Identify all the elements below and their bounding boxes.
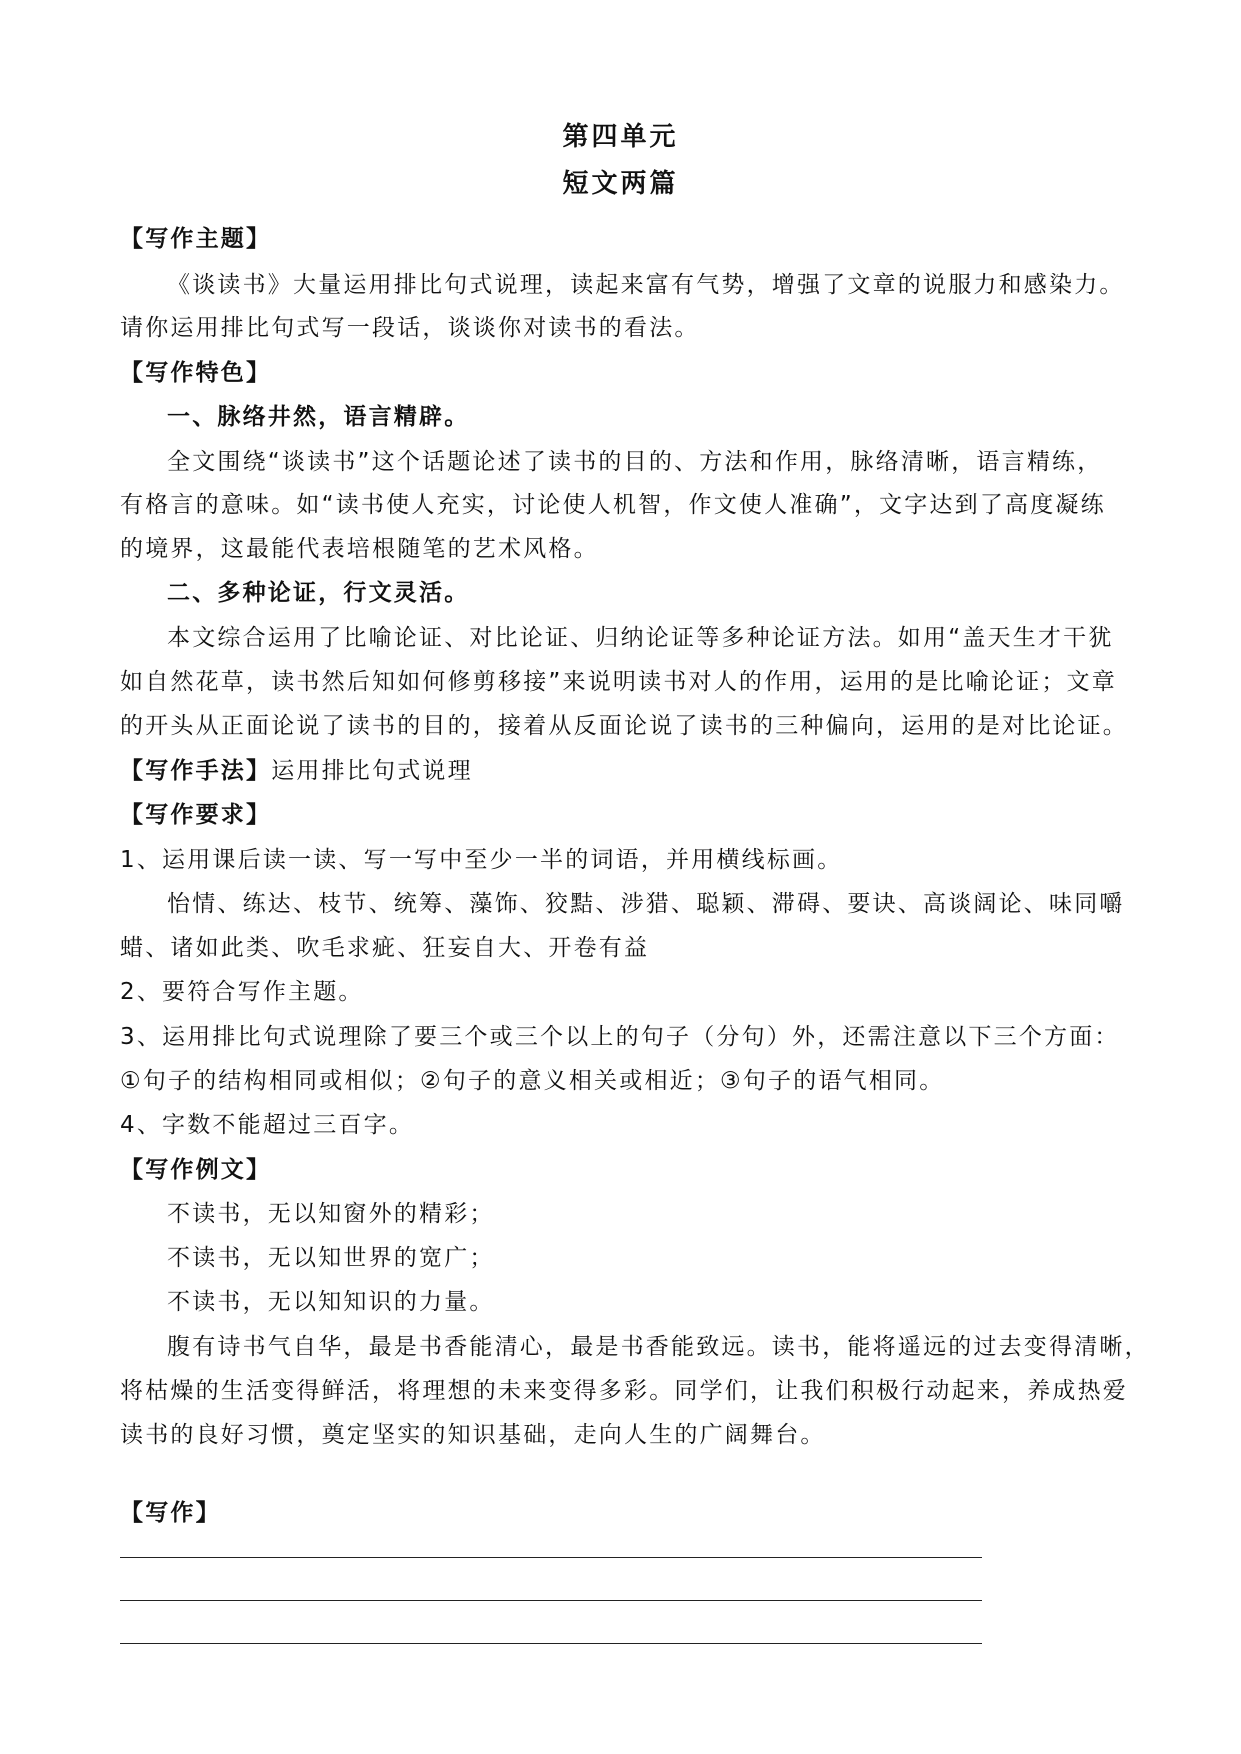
example-heading: 【写作例文】 — [120, 1157, 272, 1183]
requirement-item-1: 1、运用课后读一读、写一写中至少一半的词语，并用横线标画。 — [120, 847, 843, 873]
technique-row — [120, 756, 1130, 786]
feature-1-title: 一、脉络井然，语言精辟。 — [167, 404, 470, 430]
topic-heading: 【写作主题】 — [120, 226, 272, 252]
feature-2-title: 二、多种论证，行文灵活。 — [167, 580, 470, 606]
technique-text: 运用排比句式说理 — [271, 758, 473, 784]
writing-answer-line[interactable] — [120, 1600, 982, 1601]
example-paragraph-line: 腹有诗书气自华，最是书香能清心，最是书香能致远。读书，能将遥远的过去变得清晰， — [167, 1334, 1150, 1360]
feature-1-line: 全文围绕“谈读书”这个话题论述了读书的目的、方法和作用，脉络清晰，语言精练， — [167, 449, 1103, 475]
technique-heading: 【写作手法】 — [120, 758, 272, 784]
writing-heading: 【写作】 — [120, 1500, 221, 1526]
topic-line: 《谈读书》大量运用排比句式说理，读起来富有气势，增强了文章的说服力和感染力。 — [167, 272, 1125, 298]
feature-1-line: 有格言的意味。如“读书使人充实，讨论使人机智，作文使人准确”，文字达到了高度凝练 — [120, 492, 1106, 518]
vocabulary-line: 怡情、练达、枝节、统筹、藻饰、狡黠、涉猎、聪颖、滞碍、要诀、高谈阔论、味同嚼 — [167, 891, 1125, 917]
feature-2-line: 如自然花草，读书然后知如何修剪移接”来说明读书对人的作用，运用的是比喻论证；文章 — [120, 669, 1117, 695]
topic-line: 请你运用排比句式写一段话，谈谈你对读书的看法。 — [120, 315, 700, 341]
feature-2-line: 的开头从正面论说了读书的目的，接着从反面论说了读书的三种偏向，运用的是对比论证。 — [120, 713, 1128, 739]
example-line: 不读书，无以知窗外的精彩； — [167, 1201, 495, 1227]
writing-answer-line[interactable] — [120, 1643, 982, 1644]
writing-answer-line[interactable] — [120, 1557, 982, 1558]
features-heading: 【写作特色】 — [120, 360, 272, 386]
feature-1-line: 的境界，这最能代表培根随笔的艺术风格。 — [120, 536, 599, 562]
example-paragraph-line: 将枯燥的生活变得鲜活，将理想的未来变得多彩。同学们，让我们积极行动起来，养成热爱 — [120, 1378, 1128, 1404]
vocabulary-line: 蜡、诸如此类、吹毛求疵、狂妄自大、开卷有益 — [120, 935, 650, 961]
lesson-title: 短文两篇 — [562, 169, 679, 199]
requirement-item-2: 2、要符合写作主题。 — [120, 979, 364, 1005]
requirement-item-3-detail: ①句子的结构相同或相似；②句子的意义相关或相近；③句子的语气相同。 — [120, 1068, 945, 1094]
requirements-heading: 【写作要求】 — [120, 802, 272, 828]
example-line: 不读书，无以知世界的宽广； — [167, 1245, 495, 1271]
example-paragraph-line: 读书的良好习惯，奠定坚实的知识基础，走向人生的广阔舞台。 — [120, 1422, 826, 1448]
feature-2-line: 本文综合运用了比喻论证、对比论证、归纳论证等多种论证方法。如用“盖天生才干犹 — [167, 625, 1114, 651]
requirement-item-3: 3、运用排比句式说理除了要三个或三个以上的句子（分句）外，还需注意以下三个方面： — [120, 1024, 1120, 1050]
requirement-item-4: 4、字数不能超过三百字。 — [120, 1112, 415, 1138]
example-line: 不读书，无以知知识的力量。 — [167, 1289, 495, 1315]
unit-title: 第四单元 — [562, 122, 679, 152]
